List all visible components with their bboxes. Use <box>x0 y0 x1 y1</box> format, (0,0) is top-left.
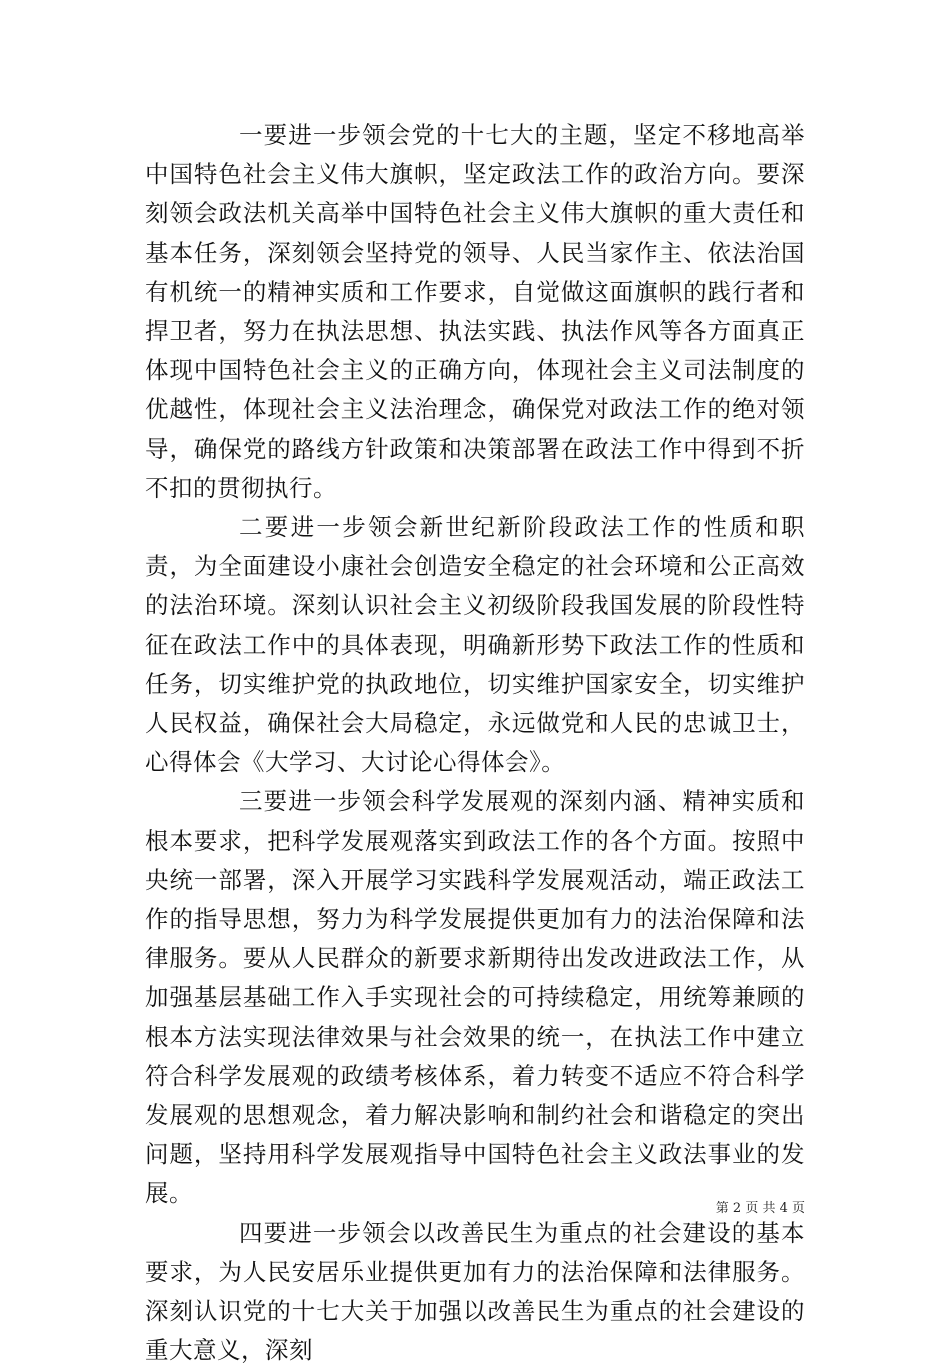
page-number: 第 2 页 共 4 页 <box>715 1201 805 1216</box>
paragraph-3: 三要进一步领会科学发展观的深刻内涵、精神实质和根本要求，把科学发展观落实到政法工作的各个方面。按照中央统一部署，深入开展学习实践科学发展观活动，端正政法工作的指导思想，努力为科学发展提供更加有力的法治保障和法律服务。要从人民群众的新要求新期待出发改进政法工作，从加强基层基础工作入手实现社会的可持续稳定，用统筹兼顾的根本方法实现法律效果与社会效果的统一，在执法工作中建立符合科学发展观的政绩考核体系，着力转变不适应不符合科学发展观的思想观念，着力解决影响和制约社会和谐稳定的突出问题，坚持用科学发展观指导中国特色社会主义政法事业的发展。 <box>145 787 805 1208</box>
paragraph-4: 四要进一步领会以改善民生为重点的社会建设的基本要求，为人民安居乐业提供更加有力的法治保障和法律服务。深刻认识党的十七大关于加强以改善民生为重点的社会建设的重大意义，深刻 <box>145 1218 805 1365</box>
document-body <box>145 116 805 1371</box>
paragraph-2: 二要进一步领会新世纪新阶段政法工作的性质和职责，为全面建设小康社会创造安全稳定的社会环境和公正高效的法治环境。深刻认识社会主义初级阶段我国发展的阶段性特征在政法工作中的具体表现，明确新形势下政法工作的性质和任务，切实维护党的执政地位，切实维护国家安全，切实维护人民权益，确保社会大局稳定，永远做党和人民的忠诚卫士，心得体会《大学习、大讨论心得体会》。 <box>145 513 805 777</box>
paragraph-1: 一要进一步领会党的十七大的主题，坚定不移地高举中国特色社会主义伟大旗帜，坚定政法工作的政治方向。要深刻领会政法机关高举中国特色社会主义伟大旗帜的重大责任和基本任务，深刻领会坚持党的领导、人民当家作主、依法治国有机统一的精神实质和工作要求，自觉做这面旗帜的践行者和捍卫者，努力在执法思想、执法实践、执法作风等各方面真正体现中国特色社会主义的正确方向，体现社会主义司法制度的优越性，体现社会主义法治理念，确保党对政法工作的绝对领导，确保党的路线方针政策和决策部署在政法工作中得到不折不扣的贯彻执行。 <box>145 121 805 502</box>
